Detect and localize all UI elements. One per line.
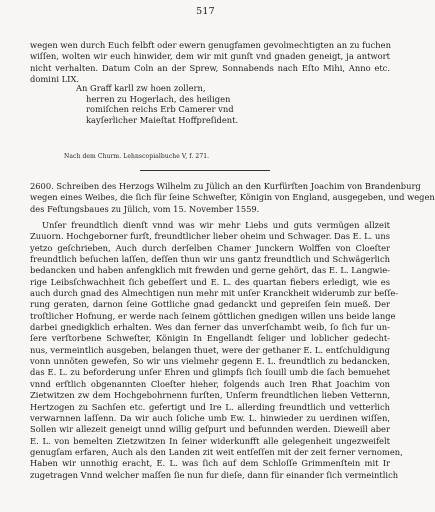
text-line: auch durch gnad des Almechtigen nun mehr mit unſer Kranckheit widerumb zur beſſe- xyxy=(30,288,399,299)
text-line: zugetragen Vnnd welcher maſſen ſie nun fur dieſe, dann für einander ſich vermeintlich xyxy=(30,469,399,480)
document-heading xyxy=(30,181,435,215)
text-line: darbei gnedigklich erhalten. Wes dan ferner das unverſchambt weib, ſo ſich fur un- xyxy=(30,322,390,333)
text-line: verwarnnen laſſenn. Da wir auch ſoliche umb Ew. L. hinwieder zu uerdinen wiſſen, xyxy=(30,412,390,423)
text-line: Haben wir unnothig eracht, E. L. was ſich auf dem Schloſſe Grimmenſtein mit Ir xyxy=(30,458,390,469)
address-line: herren zu Hogerlach, des heiligen xyxy=(86,93,231,104)
address-line: An Graff karll zw hoen zollern, xyxy=(76,83,206,93)
text-line: vonn unnöten gewefen, So wir uns vielmehr gegenn E. L. freundtlich zu bedancken, xyxy=(30,356,390,367)
section-divider xyxy=(140,170,270,171)
letter-address-block xyxy=(76,83,306,125)
address-line: romiſchen reichs Erb Camerer vnd xyxy=(86,104,234,114)
text-line: freundtlich beſuchen laſſen, deſſen thun wir uns gantz freundtlich und Schwägerlich xyxy=(30,254,390,265)
text-line: das E. L. zu beforderung unſer Ehren und glimpfs ſich ſouill umb die ſach bemuehet xyxy=(30,367,390,378)
text-line: ſere verſtorbene Schweſter, Königin In Engellandt ſeliger und loblicher gedecht- xyxy=(30,333,390,344)
text-line: troſtlicher Hofnung, er werde nach ſeinem göttlichen gnedigen willen uns beide lange xyxy=(30,310,396,321)
page-number: 517 xyxy=(196,6,215,17)
letter-body xyxy=(30,220,403,481)
heading-line: 2600. Schreiben des Herzogs Wilhelm zu Jülich an den Kurfürſten Joachim von Brandenburg xyxy=(30,181,421,191)
top-paragraph xyxy=(30,40,390,85)
text-line: Hertzogen zu Sachſen etc. gefertigt und Ire L. allerding freundtlich und vetterlich xyxy=(30,401,390,412)
text-line: rige Leibsſchwachheit ſich gebeſſert und E. L. des quartan fiebers erledigt, wie es xyxy=(30,276,390,287)
text-line: domini LIX. xyxy=(30,74,80,85)
text-line: nus, vermeintlich ausgeben, belangen thuet, were der gethaner E. L. entſchuldigung xyxy=(30,344,390,355)
source-note: Nach dem Churm. Lehnscopialbuche V, f. 271. xyxy=(64,153,210,160)
text-line: wegen wen durch Euch felbft oder ewern genugfamen gevolmechtigten an zu fuchen xyxy=(30,40,391,50)
text-line: Unſer freundtlich dienſt vnnd was wir mehr Liebs und guts vermügen allzeit xyxy=(42,220,390,230)
text-line: Sollen wir allezeit geneigt unnd willig geſpurt und befunnden werden. Dieweill aber xyxy=(30,424,390,435)
text-line: nicht verhalten. Datum Coln an der Sprew, Sonnabends nach Eſto Mihi, Anno etc. xyxy=(30,62,390,73)
text-line: E. L. von bemelten Zietzwitzen In ſeiner widerkunfft alle gelegenheit ungezweifelt xyxy=(30,435,390,446)
heading-line: wegen eines Weibes, die ſich für ſeine Schweſter, Königin von England, ausgegeben, und wegen xyxy=(30,192,435,203)
text-line: Zuuorn. Hochgeborner furſt, freundtlicher lieber oheim und Schwager. Das E. L. uns xyxy=(30,231,390,242)
text-line: yetzo geſchrieben, Auch durch derſelben Chamer Junckern Wolffen von Cloeſter xyxy=(30,242,390,253)
heading-line: des Feſtungsbaues zu Jülich, vom 15. November 1559. xyxy=(30,203,260,214)
text-line: genugſam erfaren, Auch als den Landen zit weit entſeſſen mit der zeit ferner vernomen, xyxy=(30,446,403,457)
address-line: kayſerlicher Maieſtat Hoffpreſident. xyxy=(86,114,239,125)
text-line: rung geraten, darnon ſeine Gottliche gnad gedanckt und gepreiſen ſein mueß. Der xyxy=(30,299,390,310)
text-line: vnnd erſtlich obgenannten Cloeſter hieher, folgends auch Iren Rhat Joachim von xyxy=(30,378,390,389)
text-line: bedancken und haben anfengklich mit frewden und gerne gehört, das E. L. Langwie- xyxy=(30,265,390,276)
text-line: Zietwitzen zw dem Hochgebohrnenn furſten, Unſerm freundtlichen lieben Vetternn, xyxy=(30,390,390,401)
text-line: wiſſen, wolten wir euch hinwider, dem wir mit gunſt vnd gnaden geneigt, ja antwort xyxy=(30,51,390,62)
